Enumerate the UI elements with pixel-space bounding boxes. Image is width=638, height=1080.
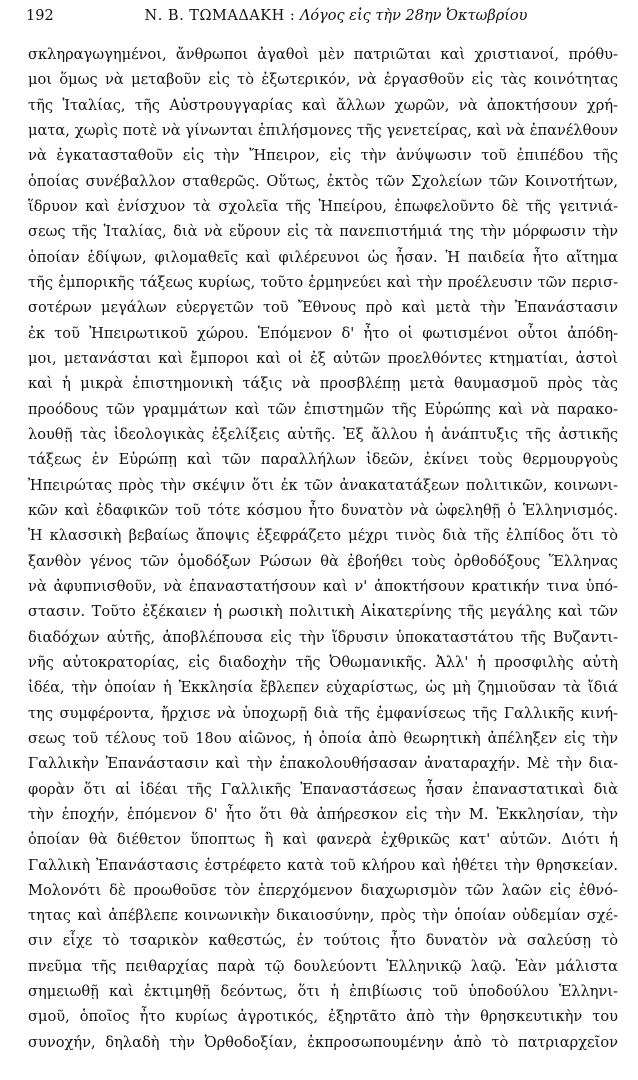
- running-head-title: Λόγος εἰς τὴν 28ην Ὀκτωβρίου: [299, 8, 528, 24]
- text-line: μοι, μετανάσται καὶ ἔμποροι καὶ οἱ ἐξ αὐτῶν προελθόντες κτηματίαι, ἀστοὶ: [28, 349, 618, 367]
- text-line: λουθῇ τὰς ἰδεολογικὰς ἐξελίξεις αὐτῆς. Ἐξ ἄλλου ἡ ἀνάπτυξις τῆς ἀστικῆς: [28, 425, 618, 443]
- text-line: ἰδέα, τὴν ὁποίαν ἡ Ἐκκλησία ἔβλεπεν εὐχαρίστως, ὡς μὴ ζημιοῦσαν τὰ ἴδιά: [28, 679, 618, 697]
- text-line: τητας καὶ ἀπέβλεπε κοινωνικὴν δικαιοσύνην, πρὸς τὴν ὁποίαν οὐδεμίαν σχέ-: [28, 907, 618, 925]
- text-line: τάξεως ἐν Εὐρώπῃ καὶ τῶν παραλλήλων ἰδεῶν, ἐκίνει τοὺς θερμουργοὺς: [28, 451, 618, 469]
- text-line: ξανθὸν γένος τῶν ὁμοδόξων Ρώσων θὰ ἐβοήθει τοὺς ὀρθοδόξους Ἕλληνας: [28, 552, 618, 570]
- text-line: σημειωθῇ καὶ ἐκτιμηθῇ δεόντως, ὅτι ἡ ἐπιβίωσις τοῦ ὑποδούλου Ἑλληνι-: [28, 983, 618, 1001]
- text-line: νὰ ἐγκατασταθοῦν εἰς τὴν Ἤπειρον, εἰς τὴν ἀνύψωσιν τοῦ ἐπιπέδου τῆς: [28, 147, 618, 165]
- text-line: Ἠπειρώτας πρὸς τὴν σκέψιν ὅτι ἐκ τῶν ἀνακατατάξεων πολιτικῶν, κοινωνι-: [28, 476, 618, 494]
- body-text: [28, 42, 618, 1080]
- running-head-author: Ν. Β. ΤΩΜΑΔΑΚΗ :: [144, 8, 296, 24]
- text-line: τῆς Ἰταλίας, τῆς Αὐστρουγγαρίας καὶ ἄλλων χωρῶν, νὰ ἀποκτήσουν χρή-: [28, 96, 618, 114]
- text-line: σοτέρων μεγάλων εὐεργετῶν τοῦ Ἔθνους πρὸ καὶ μετὰ τὴν Ἐπανάστασιν: [28, 299, 618, 317]
- text-line: Ἡ κλασσικὴ βεβαίως ἄποψις ἐξεφράζετο μέχρι τινὸς διὰ τῆς ἐλπίδος ὅτι τὸ: [28, 527, 618, 545]
- text-line: συνοχήν, δηλαδὴ τὴν Ὀρθοδοξίαν, ἐκπροσωπουμένην ἀπὸ τὸ πατριαρχεῖον: [28, 1033, 618, 1051]
- page-number: 192: [26, 8, 54, 24]
- text-line: μοι ὅμως νὰ μεταβοῦν εἰς τὸ ἐξωτερικόν, νὰ ἐργασθοῦν εἰς τὰς κοινότητας: [28, 71, 618, 89]
- text-line: σεως τοῦ τέλους τοῦ 18ου αἰῶνος, ἡ ὁποία ἀπὸ θεωρητικὴ ἀπέληξεν εἰς τὴν: [28, 729, 618, 747]
- text-line: νὰ ἀφυπνισθοῦν, νὰ ἐπαναστατήσουν καὶ ν' ἀποκτήσουν κρατικήν τινα ὑπό-: [28, 577, 618, 595]
- text-line: σκληραγωγημένοι, ἄνθρωποι ἀγαθοὶ μὲν πατριῶται καὶ χριστιανοί, πρόθυ-: [28, 46, 618, 63]
- text-line: σιν εἶχε τὸ τσαρικὸν καθεστώς, ἐν τούτοις ἦτο δυνατὸν νὰ σαλεύσῃ τὸ: [28, 932, 618, 950]
- text-line: ἵδρυον καὶ ἐνίσχυον τὰ σχολεῖα τῆς Ἠπείρου, ἐπωφελοῦντο δὲ τῆς γειτνιά-: [28, 197, 618, 215]
- text-line: Γαλλικὴ Ἐπανάστασις ἐστρέφετο κατὰ τοῦ κλήρου καὶ ἠθέτει τὴν θρησκείαν.: [28, 856, 618, 874]
- text-line: Γαλλικὴν Ἐπανάστασιν καὶ τὴν ἐπακολουθήσασαν ἀναταραχήν. Μὲ τὴν δια-: [28, 755, 618, 773]
- text-line: καὶ ἡ μικρὰ ἐπιστημονικὴ τάξις νὰ προσβλέπῃ μετὰ θαυμασμοῦ πρὸς τὰς: [28, 375, 618, 393]
- page-header: [26, 6, 616, 28]
- text-line: ἐκ τοῦ Ἠπειρωτικοῦ χώρου. Ἑπόμενον δ' ἦτο οἱ φωτισμένοι οὗτοι ἀπόδη-: [28, 324, 618, 342]
- text-line: [28, 1055, 618, 1080]
- text-line: της συμφέροντα, ἤρχισε νὰ ὑποχωρῇ διὰ τῆς ἐμφανίσεως τῆς Γαλλικῆς κινή-: [28, 704, 618, 722]
- text-line: ματα, χωρὶς ποτὲ νὰ γίνωνται ἐπιλήσμονες τῆς γενετείρας, καὶ νὰ ἐπανέλθουν: [28, 121, 618, 139]
- text-line: ὁποίαν ἐδίψων, φιλομαθεῖς καὶ φιλέρευνοι ὡς ἦσαν. Ἡ παιδεία ἦτο αἴτημα: [28, 248, 618, 266]
- text-line: Μολονότι δὲ προωθοῦσε τὸν ἐπερχόμενον διαχωρισμὸν τῶν λαῶν εἰς ἐθνό-: [28, 881, 618, 899]
- text-line: ὁποίας συνέβαλλον σταθερῶς. Οὕτως, ἐκτὸς τῶν Σχολείων τῶν Κοινοτήτων,: [28, 172, 618, 190]
- text-line: σεως τῆς Ἰταλίας, διὰ νὰ εὕρουν εἰς τὰ πανεπιστήμιά της τὴν μόρφωσιν τὴν: [28, 223, 618, 241]
- text-line: σμοῦ, ὁποῖος ἦτο κυρίως ἀγροτικός, ἐξηρτᾶτο ἀπὸ τὴν θρησκευτικὴν του: [28, 1008, 618, 1026]
- running-head: [26, 8, 616, 24]
- text-line: τὴν ἐποχήν, ἑπόμενον δ' ἦτο ὅτι θὰ ἀπήρεσκον εἰς τὴν Μ. Ἐκκλησίαν, τὴν: [28, 805, 618, 823]
- text-line: στασιν. Τοῦτο ἐξέκαιεν ἡ ρωσικὴ πολιτικὴ Αἰκατερίνης τῆς μεγάλης καὶ τῶν: [28, 603, 618, 621]
- text-line: διαδόχων αὐτῆς, ἀποβλέπουσα εἰς τὴν ἵδρυσιν ὑποκαταστάτου τῆς Βυζαντι-: [28, 628, 618, 646]
- text-line: τῆς ἐμπορικῆς τάξεως κυρίως, τοῦτο ἑρμηνεύει καὶ τὴν προέλευσιν τῶν περισ-: [28, 273, 618, 291]
- text-line: φορὰν ὅτι αἱ ἰδέαι τῆς Γαλλικῆς Ἐπαναστάσεως ἦσαν ἐπαναστατικαὶ διὰ: [28, 780, 618, 798]
- text-line: προόδους τῶν γραμμάτων καὶ τῶν ἐπιστημῶν τῆς Εὐρώπης καὶ νὰ παρακο-: [28, 400, 618, 418]
- text-line: νῆς αὐτοκρατορίας, εἰς διαδοχὴν τῆς Ὀθωμανικῆς. Ἀλλ' ἡ προσφιλὴς αὐτὴ: [28, 653, 618, 671]
- text-line: κῶν καὶ ἐδαφικῶν τοῦ τότε κόσμου ἦτο δυνατὸν νὰ ὠφεληθῇ ὁ Ἑλληνισμός.: [28, 501, 618, 519]
- text-line: πνεῦμα τῆς πειθαρχίας παρὰ τῷ δουλεύοντι Ἑλληνικῷ λαῷ. Ἐὰν μάλιστα: [28, 957, 618, 975]
- text-line: ὁποίαν θὰ διέθετον ὕποπτως ἢ καὶ φανερὰ ἐχθρικῶς κατ' αὐτῶν. Διότι ἡ: [28, 831, 618, 849]
